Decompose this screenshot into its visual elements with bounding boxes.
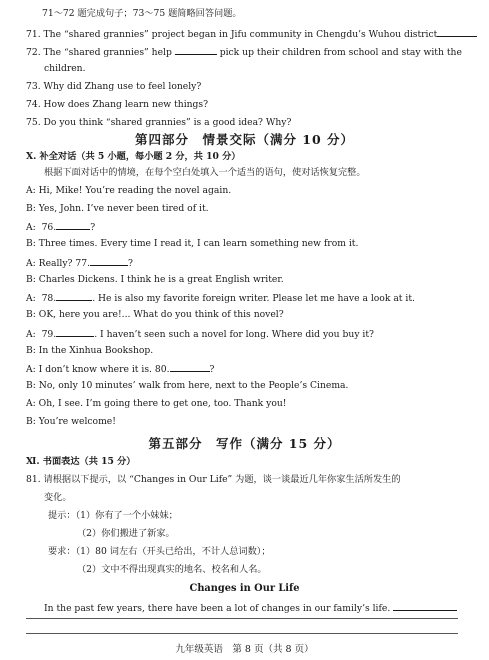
hint-row-1 xyxy=(48,510,178,522)
question-number: 81. xyxy=(26,474,41,485)
requirement-label: 要求： xyxy=(48,546,76,557)
dialogue-line-76 xyxy=(26,220,95,234)
speaker: A: xyxy=(26,329,36,340)
hint-label: 提示： xyxy=(48,510,76,521)
dialogue-text: ? xyxy=(128,258,133,269)
speaker: A: xyxy=(26,398,36,409)
dialogue-text: ? xyxy=(209,364,215,375)
dialogue-line xyxy=(26,238,358,250)
dialogue-line xyxy=(26,416,116,428)
dialogue-text: You’re welcome! xyxy=(38,416,116,427)
dialogue-line xyxy=(26,398,286,410)
question-73 xyxy=(26,81,201,93)
question-71 xyxy=(26,27,477,41)
essay-start-line xyxy=(44,601,457,615)
speaker: A: xyxy=(26,364,36,375)
section-label: Ⅺ. 书面表达 xyxy=(26,456,80,467)
speaker: B: xyxy=(26,380,36,391)
hint-row-2: （2）你们搬进了新家。 xyxy=(77,528,175,539)
essay-title: Changes in Our Life xyxy=(189,583,300,594)
section-note: （共 15 分） xyxy=(79,456,136,467)
answer-blank-80[interactable] xyxy=(170,362,210,372)
part5-section-heading xyxy=(26,456,135,468)
speaker: B: xyxy=(26,274,36,285)
answer-blank-76[interactable] xyxy=(56,220,90,230)
blank-number: Really? 77. xyxy=(38,258,91,269)
dialogue-text: . I haven’t seen such a novel for long. Where did you buy it? xyxy=(94,329,374,340)
question-number: 72. xyxy=(26,47,41,58)
part4-instruction: 根据下面对话中的情境，在每个空白处填入一个适当的语句，使对话恢复完整。 xyxy=(44,167,366,178)
dialogue-line-78 xyxy=(26,291,415,305)
speaker: A: xyxy=(26,293,36,304)
part5-title: 第五部分 写作（满分 15 分） xyxy=(148,436,341,451)
dialogue-text: Oh, I see. I’m going there to get one, too. Thank you! xyxy=(38,398,287,409)
speaker: B: xyxy=(26,203,36,214)
speaker: A: xyxy=(26,222,36,233)
dialogue-line xyxy=(26,185,231,197)
essay-start: In the past few years, there have been a lot of changes in our family’s life. xyxy=(44,603,391,614)
question-text: Do you think “shared grannies” is a good idea? Why? xyxy=(43,117,292,128)
speaker: A: xyxy=(26,185,36,196)
dialogue-line-77 xyxy=(26,256,133,270)
dialogue-text: In the Xinhua Bookshop. xyxy=(38,345,154,356)
intro-line: 71～72 题完成句子；73～75 题简略回答问题。 xyxy=(42,8,242,19)
essay-blank[interactable] xyxy=(393,601,457,611)
question-number: 74. xyxy=(26,99,41,110)
question-text: The “shared grannies” project began in Jifu community in Chengdu’s Wuhou district xyxy=(43,29,438,40)
question-75 xyxy=(26,117,291,129)
dialogue-line xyxy=(26,345,153,357)
requirement-row-1 xyxy=(48,546,271,558)
dialogue-text: Yes, John. I’ve never been tired of it. xyxy=(38,203,209,214)
question-81-cont: 变化。 xyxy=(44,492,72,503)
part4-section-heading xyxy=(26,151,240,163)
dialogue-text: Three times. Every time I read it, I can learn something new from it. xyxy=(38,238,359,249)
question-number: 71. xyxy=(26,29,41,40)
speaker: B: xyxy=(26,309,36,320)
question-text: How does Zhang learn new things? xyxy=(43,99,209,110)
requirement-row-2: （2）文中不得出现真实的地名、校名和人名。 xyxy=(77,564,267,575)
question-74 xyxy=(26,99,208,111)
writing-line[interactable] xyxy=(26,633,458,634)
section-note: （共 5 小题，每小题 2 分，共 10 分） xyxy=(76,151,241,162)
dialogue-line-80 xyxy=(26,362,214,376)
blank-number: 78. xyxy=(41,293,57,304)
dialogue-text: . He is also my favorite foreign writer. Please let me have a look at it. xyxy=(92,293,415,304)
dialogue-text: OK, here you are!... What do you think of this novel? xyxy=(38,309,284,320)
question-number: 73. xyxy=(26,81,41,92)
hint-item: （1）你有了一个小妹妹； xyxy=(75,510,178,521)
writing-line[interactable] xyxy=(26,618,458,619)
question-number: 75. xyxy=(26,117,41,128)
answer-blank-79[interactable] xyxy=(56,327,94,337)
speaker: B: xyxy=(26,416,36,427)
question-text: 请根据以下提示，以 “Changes in Our Life” 为题，谈一谈最近几年你家生活所发生的 xyxy=(43,474,401,485)
page-footer: 九年级英语 第 8 页（共 8 页） xyxy=(175,644,314,655)
answer-blank-77[interactable] xyxy=(90,256,128,266)
question-text: Why did Zhang use to feel lonely? xyxy=(43,81,202,92)
question-72 xyxy=(26,45,462,59)
speaker: A: xyxy=(26,258,36,269)
dialogue-text: Charles Dickens. I think he is a great English writer. xyxy=(38,274,284,285)
dialogue-line xyxy=(26,274,284,286)
answer-blank-78[interactable] xyxy=(56,291,92,301)
part4-title: 第四部分 情景交际（满分 10 分） xyxy=(134,132,355,147)
question-72-cont: children. xyxy=(44,63,86,74)
requirement-item: （1）80 词左右（开头已给出，不计人总词数）； xyxy=(75,546,271,557)
dialogue-line xyxy=(26,203,209,215)
question-81 xyxy=(26,474,401,486)
question-text: The “shared grannies” help xyxy=(43,47,172,58)
speaker: B: xyxy=(26,345,36,356)
question-text: pick up their children from school and stay with the xyxy=(219,47,462,58)
speaker: B: xyxy=(26,238,36,249)
blank-number: 76. xyxy=(41,222,57,233)
dialogue-text: ? xyxy=(90,222,96,233)
section-label: Ⅹ. 补全对话 xyxy=(26,151,77,162)
dialogue-line-79 xyxy=(26,327,374,341)
answer-blank[interactable] xyxy=(437,27,477,37)
dialogue-text: Hi, Mike! You’re reading the novel again. xyxy=(38,185,232,196)
answer-blank[interactable] xyxy=(175,45,217,55)
dialogue-line xyxy=(26,380,348,392)
blank-number: I don’t know where it is. 80. xyxy=(38,364,170,375)
dialogue-line xyxy=(26,309,284,321)
blank-number: 79. xyxy=(41,329,57,340)
dialogue-text: No, only 10 minutes’ walk from here, next to the People’s Cinema. xyxy=(38,380,349,391)
